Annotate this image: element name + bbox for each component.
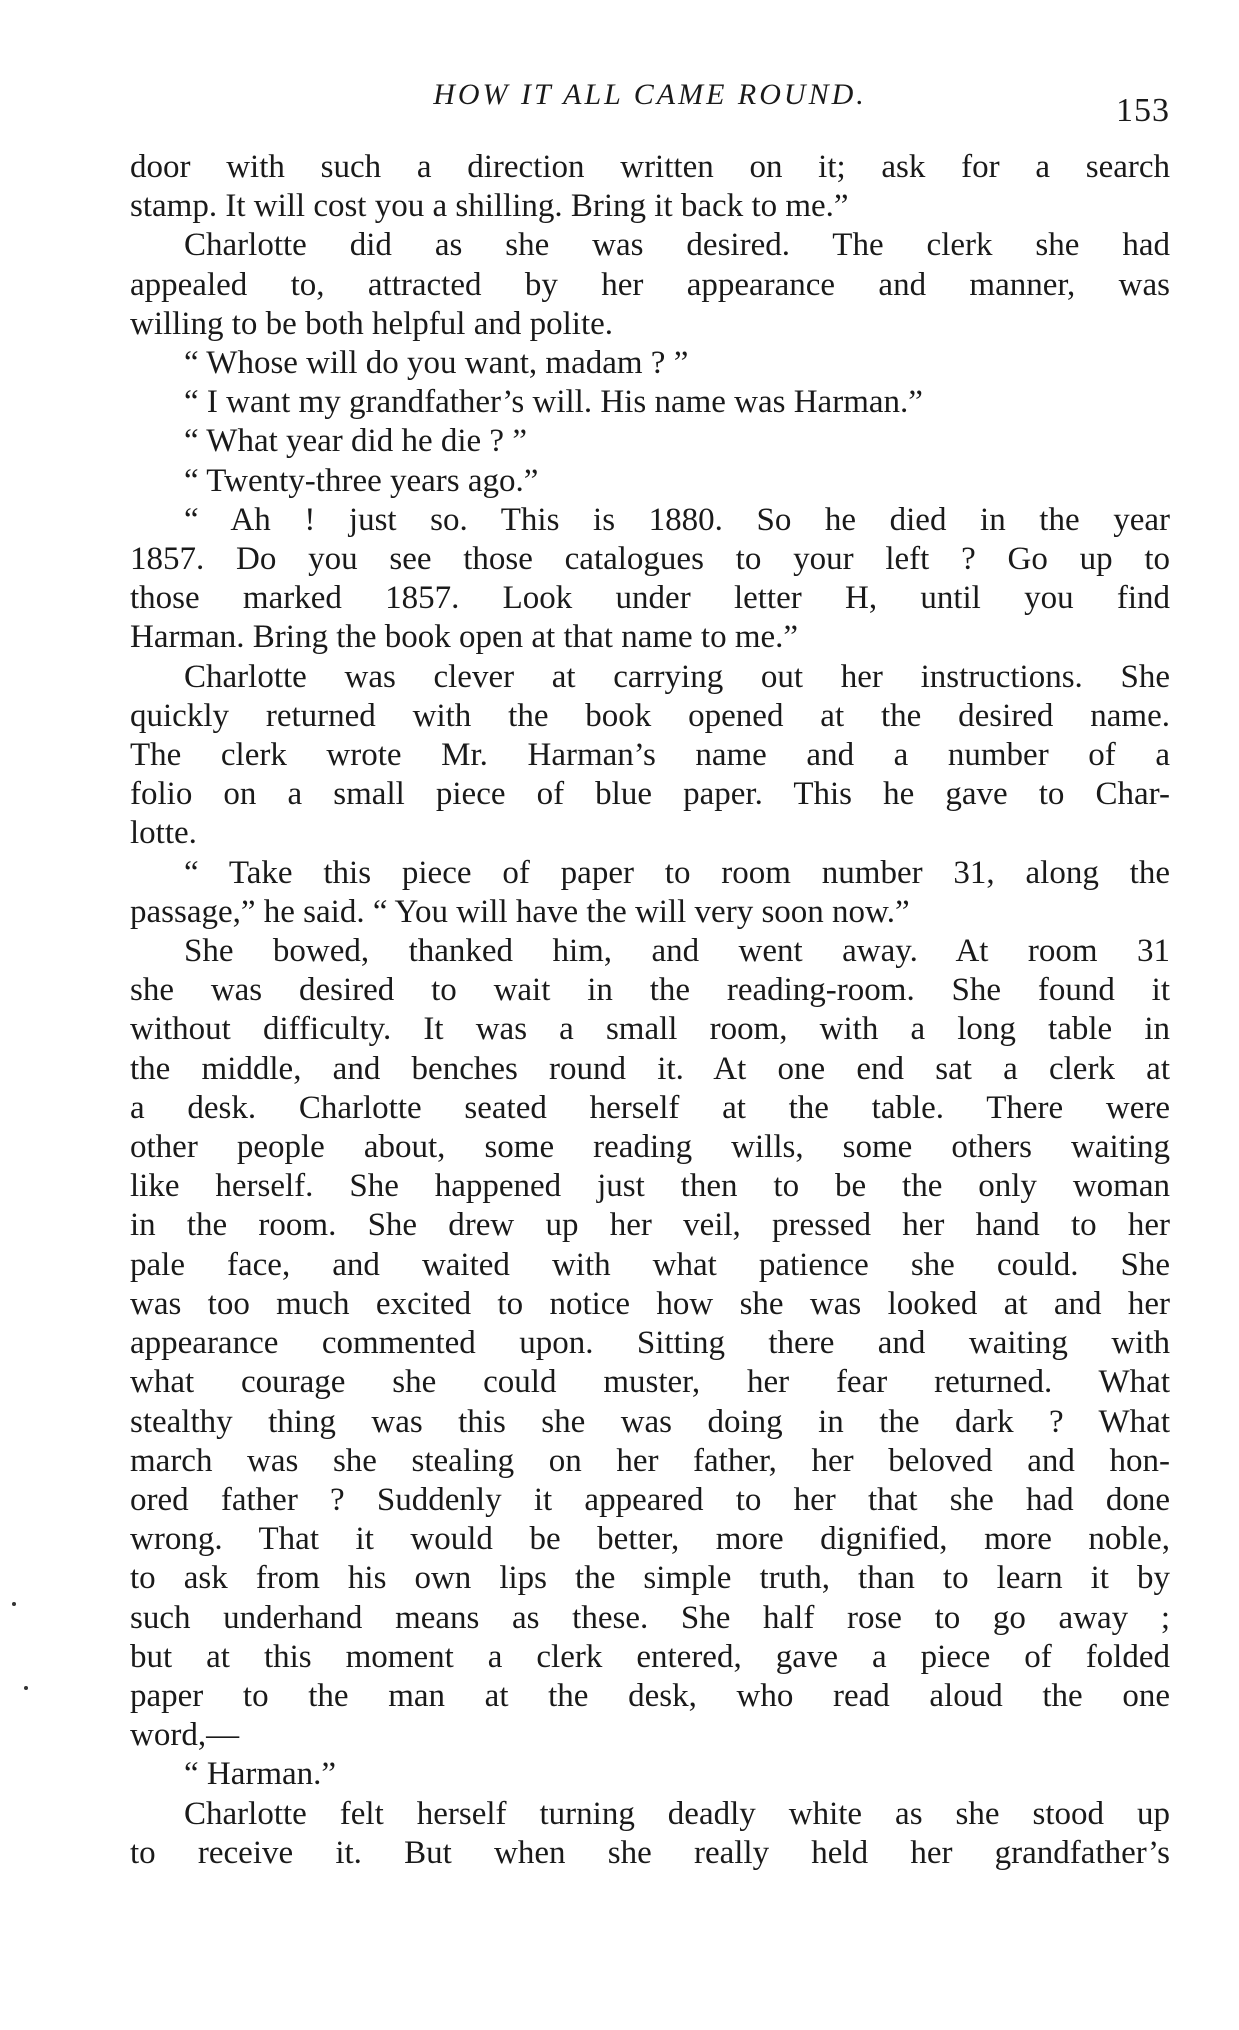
text-line: in the room. She drew up her veil, pressed her hand to her bbox=[130, 1207, 1170, 1244]
text-line: Charlotte felt herself turning deadly white as she stood up bbox=[184, 1795, 1170, 1832]
text-line: quickly returned with the book opened at the desired name. bbox=[130, 697, 1170, 734]
body-text bbox=[130, 148, 1170, 1873]
page-number: 153 bbox=[1116, 92, 1170, 129]
text-line: a desk. Charlotte seated herself at the table. There were bbox=[130, 1089, 1170, 1126]
text-line: to ask from his own lips the simple truth, than to learn it by bbox=[130, 1560, 1170, 1597]
text-line: folio on a small piece of blue paper. This he gave to Char- bbox=[130, 776, 1170, 813]
text-line: she was desired to wait in the reading-room. She found it bbox=[130, 972, 1170, 1009]
text-line: the middle, and benches round it. At one end sat a clerk at bbox=[130, 1050, 1170, 1087]
text-line: but at this moment a clerk entered, gave a piece of folded bbox=[130, 1638, 1170, 1675]
text-line: appearance commented upon. Sitting there and waiting with bbox=[130, 1325, 1170, 1362]
text-line: “ Harman.” bbox=[184, 1756, 337, 1793]
text-line: willing to be both helpful and polite. bbox=[130, 305, 614, 342]
text-line: pale face, and waited with what patience she could. She bbox=[130, 1246, 1170, 1283]
text-line: “ Whose will do you want, madam ? ” bbox=[184, 345, 689, 382]
text-line: without difficulty. It was a small room, with a long table in bbox=[130, 1011, 1170, 1048]
text-line: Charlotte did as she was desired. The clerk she had bbox=[184, 227, 1170, 264]
text-line: lotte. bbox=[130, 815, 197, 852]
text-line: “ What year did he die ? ” bbox=[184, 423, 527, 460]
text-line: Charlotte was clever at carrying out her instructions. She bbox=[184, 658, 1170, 695]
margin-speck bbox=[24, 1686, 28, 1690]
text-line: wrong. That it would be better, more dignified, more noble, bbox=[130, 1521, 1170, 1558]
text-line: those marked 1857. Look under letter H, until you find bbox=[130, 580, 1170, 617]
text-line: like herself. She happened just then to be the only woman bbox=[130, 1168, 1170, 1205]
text-line: what courage she could muster, her fear returned. What bbox=[130, 1364, 1170, 1401]
text-line: “ Ah ! just so. This is 1880. So he died in the year bbox=[184, 501, 1170, 538]
text-line: She bowed, thanked him, and went away. At room 31 bbox=[184, 933, 1170, 970]
text-line: such underhand means as these. She half rose to go away ; bbox=[130, 1599, 1170, 1636]
text-line: stamp. It will cost you a shilling. Bring it back to me.” bbox=[130, 188, 849, 225]
text-line: Harman. Bring the book open at that name to me.” bbox=[130, 619, 799, 656]
text-line: to receive it. But when she really held her grandfather’s bbox=[130, 1834, 1170, 1871]
text-line: ored father ? Suddenly it appeared to her that she had done bbox=[130, 1481, 1170, 1518]
text-line: word,— bbox=[130, 1717, 240, 1754]
text-line: stealthy thing was this she was doing in the dark ? What bbox=[130, 1403, 1170, 1440]
text-line: “ I want my grandfather’s will. His name was Harman.” bbox=[184, 384, 923, 421]
text-line: 1857. Do you see those catalogues to your left ? Go up to bbox=[130, 541, 1170, 578]
text-line: The clerk wrote Mr. Harman’s name and a number of a bbox=[130, 737, 1170, 774]
text-line: door with such a direction written on it; ask for a search bbox=[130, 149, 1170, 185]
text-line: appealed to, attracted by her appearance and manner, was bbox=[130, 266, 1170, 303]
text-line: other people about, some reading wills, some others waiting bbox=[130, 1129, 1170, 1166]
text-line: paper to the man at the desk, who read aloud the one bbox=[130, 1677, 1170, 1714]
text-line: was too much excited to notice how she was looked at and her bbox=[130, 1285, 1170, 1322]
margin-speck bbox=[12, 1602, 16, 1606]
text-line: march was she stealing on her father, her beloved and hon- bbox=[130, 1442, 1170, 1479]
running-header bbox=[130, 72, 1170, 129]
text-line: “ Twenty-three years ago.” bbox=[184, 462, 539, 499]
text-line: “ Take this piece of paper to room number 31, along the bbox=[184, 854, 1170, 891]
running-title: HOW IT ALL CAME ROUND. bbox=[433, 78, 867, 111]
text-line: passage,” he said. “ You will have the will very soon now.” bbox=[130, 893, 910, 930]
